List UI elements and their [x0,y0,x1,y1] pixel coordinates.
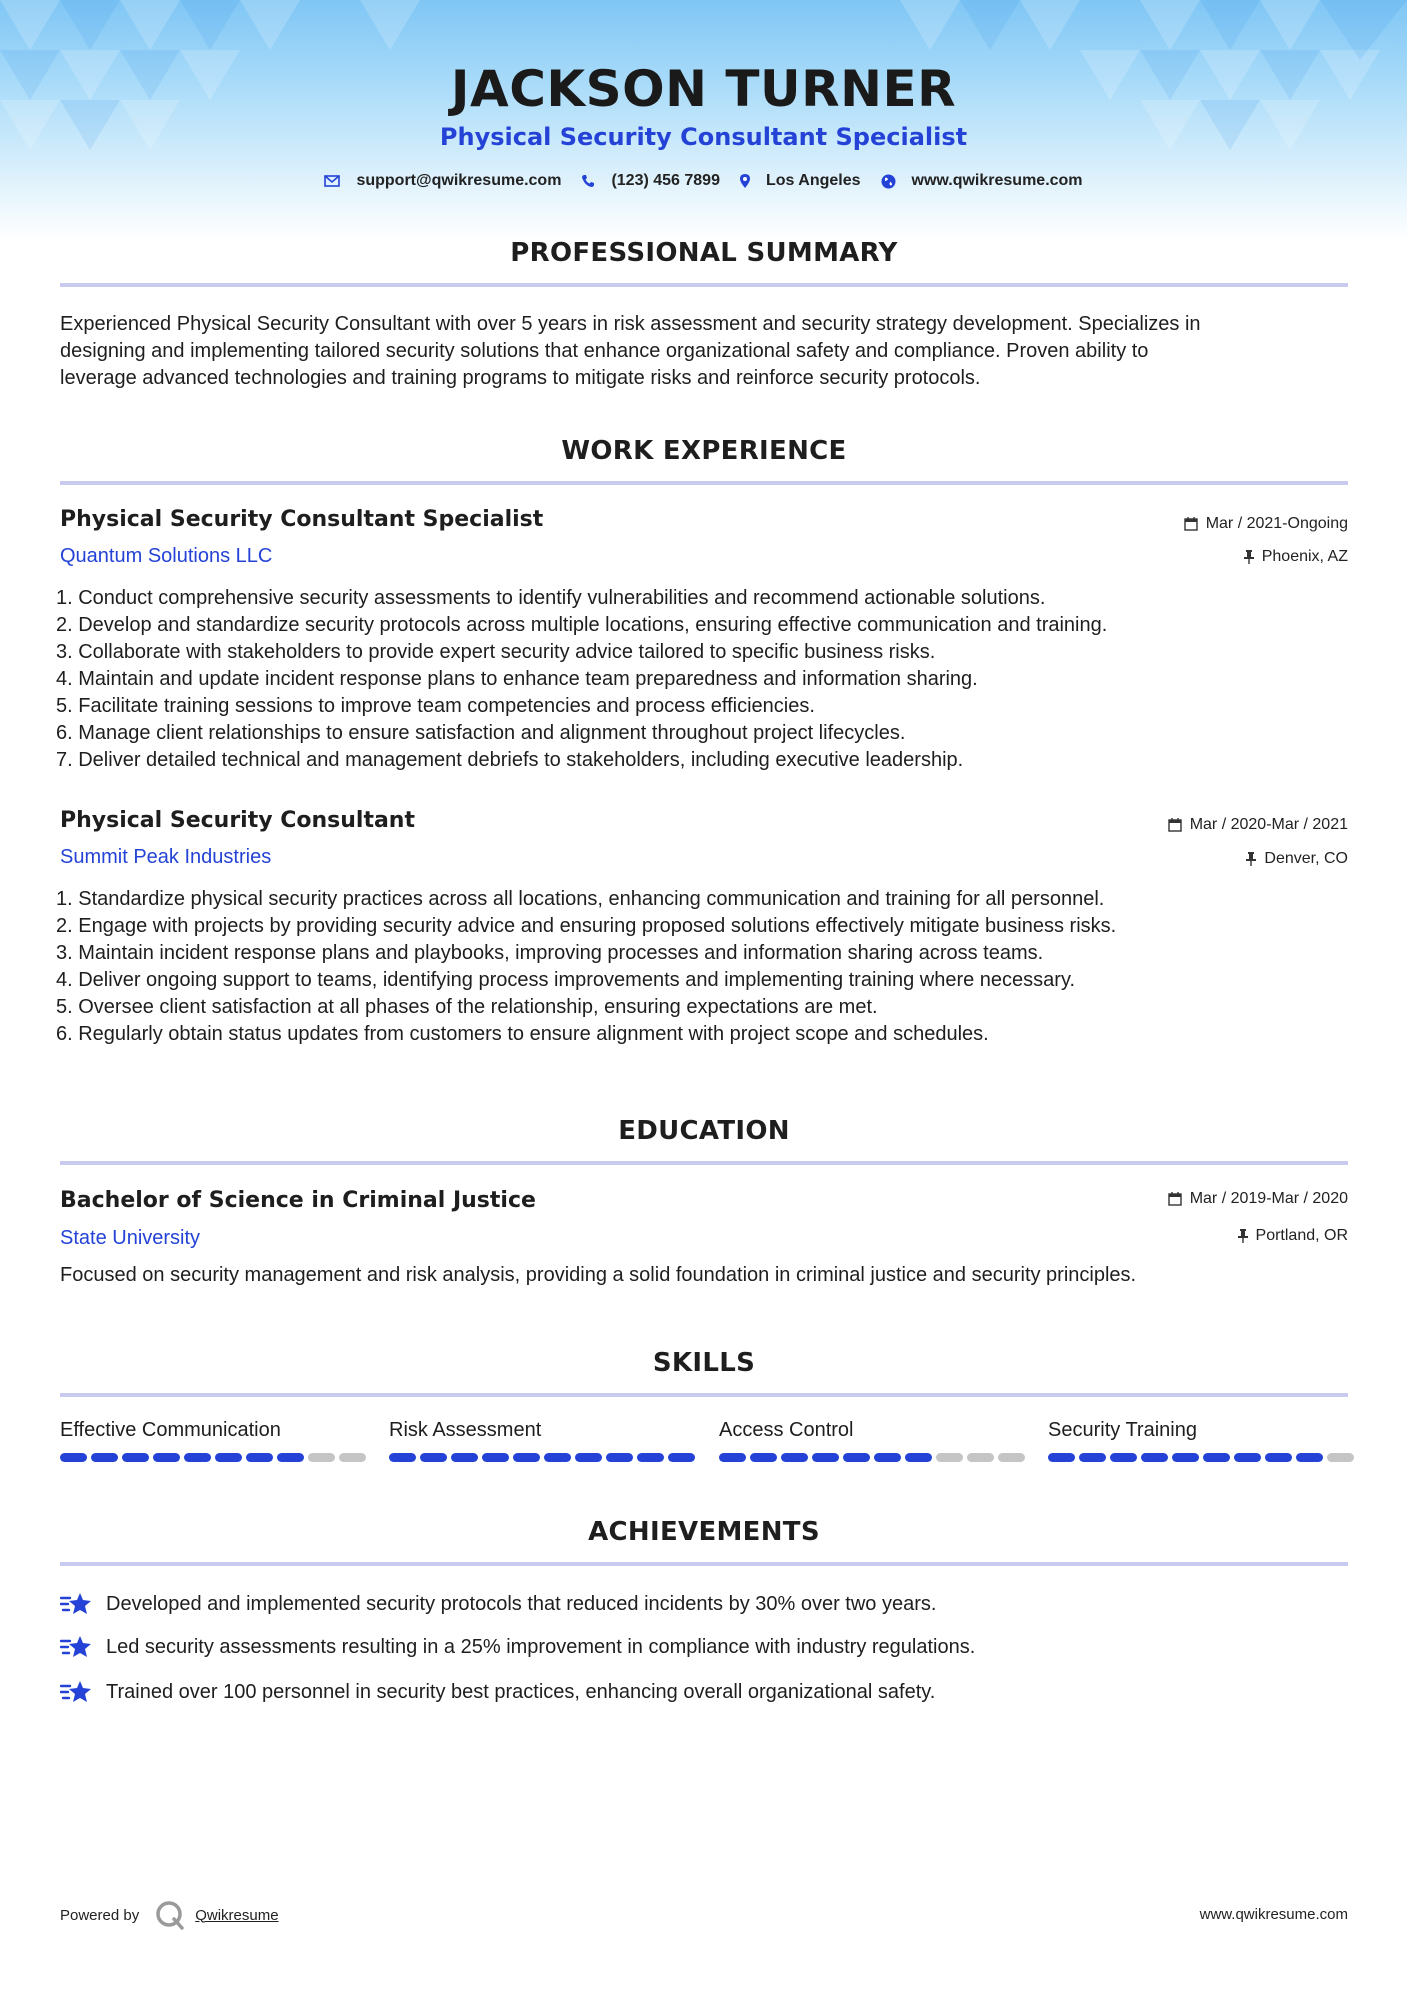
skill-segment-filled [420,1453,447,1462]
company-name: Quantum Solutions LLC [60,545,273,567]
achievement-item [60,1678,935,1706]
skill-segment-filled [1048,1453,1075,1462]
achievement-item [60,1590,936,1618]
skill-segment-filled [606,1453,633,1462]
candidate-title: Physical Security Consultant Specialist [439,123,968,151]
calendar-icon [1168,818,1182,832]
education-description: Focused on security management and risk analysis, providing a solid foundation in criminal justice and security principles. [60,1264,1137,1286]
skill-segment-filled [637,1453,664,1462]
school-name: State University [60,1227,201,1249]
skill-item [1048,1419,1348,1442]
globe-icon [881,174,896,189]
list-item: 7. Deliver detailed technical and management debriefs to stakeholders, including executive leadership. [56,749,964,771]
job-dates-text: Mar / 2020-Mar / 2021 [1189,816,1348,833]
skill-segment-filled [575,1453,602,1462]
list-item: 6. Manage client relationships to ensure satisfaction and alignment throughout project lifecycles. [56,722,906,744]
skill-segment-filled [874,1453,901,1462]
skill-name: Security Training [1048,1419,1197,1441]
job-responsibilities [56,886,1346,1048]
list-item: 1. Standardize physical security practices across all locations, enhancing communication and training for all personnel. [56,888,1105,910]
skill-segment-filled [246,1453,273,1462]
list-item: 3. Collaborate with stakeholders to provide expert security advice tailored to specific business risks. [56,641,936,663]
skill-level-bar [1048,1453,1354,1462]
skill-item [60,1419,360,1442]
shooting-star-icon [60,1678,92,1706]
calendar-icon [1184,517,1198,531]
skill-segment-filled [1234,1453,1261,1462]
envelope-icon [324,175,340,187]
skill-segment-filled [153,1453,180,1462]
skill-segment-filled [1265,1453,1292,1462]
degree-title: Bachelor of Science in Criminal Justice [60,1188,536,1213]
skill-level-bar [60,1453,366,1462]
achievements-heading: ACHIEVEMENTS [588,1517,820,1547]
skill-level-bar [389,1453,695,1462]
phone-icon [581,174,595,188]
summary-heading: PROFESSIONAL SUMMARY [510,238,898,268]
job-responsibilities [56,585,1346,774]
skill-segment-filled [1141,1453,1168,1462]
pushpin-icon [1238,1229,1248,1243]
list-item: 4. Maintain and update incident response plans to enhance team preparedness and information sharing. [56,668,978,690]
list-item: 5. Oversee client satisfaction at all phases of the relationship, ensuring expectations are met. [56,996,878,1018]
resume-header [0,58,1407,154]
achievements-divider [60,1562,1348,1566]
contact-website[interactable] [881,172,1083,190]
contact-bar [0,172,1407,190]
skill-segment-filled [1110,1453,1137,1462]
skill-segment-filled [781,1453,808,1462]
skill-segment-filled [668,1453,695,1462]
skill-segment-empty [998,1453,1025,1462]
skill-segment-filled [277,1453,304,1462]
skill-segment-filled [60,1453,87,1462]
skill-segment-filled [544,1453,571,1462]
skills-heading: SKILLS [652,1348,756,1378]
job-dates-text: Mar / 2021-Ongoing [1205,515,1348,532]
map-pin-icon [740,174,750,188]
summary-line: Experienced Physical Security Consultant with over 5 years in risk assessment and security strategy development. Specializes in [60,313,1201,335]
skill-segment-filled [905,1453,932,1462]
contact-email[interactable] [324,172,561,190]
job-dates [1184,515,1348,533]
achievement-text: Led security assessments resulting in a 25% improvement in compliance with industry regulations. [106,1635,976,1658]
summary-divider [60,283,1348,287]
skill-segment-filled [843,1453,870,1462]
job-title: Physical Security Consultant [60,808,415,833]
skill-segment-filled [1296,1453,1323,1462]
list-item: 3. Maintain incident response plans and playbooks, improving processes and information sharing across teams. [56,942,1044,964]
job-location [1244,548,1348,566]
list-item: 1. Conduct comprehensive security assessments to identify vulnerabilities and recommend actionable solutions. [56,587,1046,609]
skill-name: Effective Communication [60,1419,281,1441]
education-divider [60,1161,1348,1165]
summary-line: leverage advanced technologies and training programs to mitigate risks and reinforce security protocols. [60,367,981,389]
achievement-item [60,1633,975,1661]
list-item: 2. Engage with projects by providing security advice and ensuring proposed solutions effectively mitigate business risks. [56,915,1117,937]
job-location [1246,850,1348,868]
contact-location [740,172,861,190]
skill-segment-filled [1203,1453,1230,1462]
list-item: 5. Facilitate training sessions to improve team competencies and process efficiencies. [56,695,815,717]
shooting-star-icon [60,1590,92,1618]
skill-segment-filled [513,1453,540,1462]
location-text: Los Angeles [765,172,861,189]
skill-segment-empty [936,1453,963,1462]
skill-segment-filled [91,1453,118,1462]
skill-name: Access Control [719,1419,854,1441]
calendar-icon [1168,1192,1182,1206]
job-title: Physical Security Consultant Specialist [60,507,544,532]
skill-segment-filled [482,1453,509,1462]
website-text: www.qwikresume.com [911,172,1083,189]
job-dates [1168,816,1348,834]
company-name: Summit Peak Industries [60,846,272,868]
skill-name: Risk Assessment [389,1419,542,1441]
skill-item [719,1419,1019,1442]
pushpin-icon [1244,550,1254,564]
qwikresume-logo-icon [155,1900,185,1930]
education-location-text: Portland, OR [1255,1227,1348,1244]
list-item: 2. Develop and standardize security protocols across multiple locations, ensuring effective communication and training. [56,614,1108,636]
skill-segment-empty [1327,1453,1354,1462]
skill-segment-empty [967,1453,994,1462]
education-location [1238,1227,1348,1245]
achievement-text: Developed and implemented security protocols that reduced incidents by 30% over two years. [106,1592,937,1615]
summary-line: designing and implementing tailored security solutions that enhance organizational safety and compliance. Proven ability to [60,340,1149,362]
skill-segment-filled [750,1453,777,1462]
skills-divider [60,1393,1348,1397]
job-location-text: Phoenix, AZ [1261,548,1348,565]
job-location-text: Denver, CO [1264,850,1348,867]
skill-level-bar [719,1453,1025,1462]
achievement-text: Trained over 100 personnel in security best practices, enhancing overall organizational safety. [106,1680,936,1703]
summary-text [60,311,1350,392]
skill-segment-filled [215,1453,242,1462]
brand-link[interactable]: Qwikresume [195,1906,279,1924]
skill-segment-filled [451,1453,478,1462]
footer-website[interactable]: www.qwikresume.com [1199,1906,1348,1923]
skill-segment-filled [812,1453,839,1462]
skill-segment-filled [719,1453,746,1462]
skill-item [389,1419,689,1442]
education-heading: EDUCATION [618,1116,790,1146]
pushpin-icon [1246,852,1256,866]
skill-segment-filled [1079,1453,1106,1462]
list-item: 4. Deliver ongoing support to teams, identifying process improvements and implementing training where necessary. [56,969,1076,991]
skill-segment-filled [389,1453,416,1462]
list-item: 6. Regularly obtain status updates from customers to ensure alignment with project scope and schedules. [56,1023,989,1045]
skill-segment-filled [184,1453,211,1462]
education-dates [1168,1190,1348,1208]
candidate-name: JACKSON TURNER [450,60,957,118]
experience-heading: WORK EXPERIENCE [561,436,847,466]
skill-segment-empty [308,1453,335,1462]
shooting-star-icon [60,1633,92,1661]
footer-powered-by [60,1900,279,1930]
experience-divider [60,481,1348,485]
phone-text: (123) 456 7899 [611,172,720,189]
powered-by-label: Powered by [60,1906,140,1924]
email-text: support@qwikresume.com [356,172,562,189]
education-dates-text: Mar / 2019-Mar / 2020 [1189,1190,1348,1207]
contact-phone[interactable] [581,172,720,190]
skill-segment-filled [1172,1453,1199,1462]
skill-segment-empty [339,1453,366,1462]
skill-segment-filled [122,1453,149,1462]
